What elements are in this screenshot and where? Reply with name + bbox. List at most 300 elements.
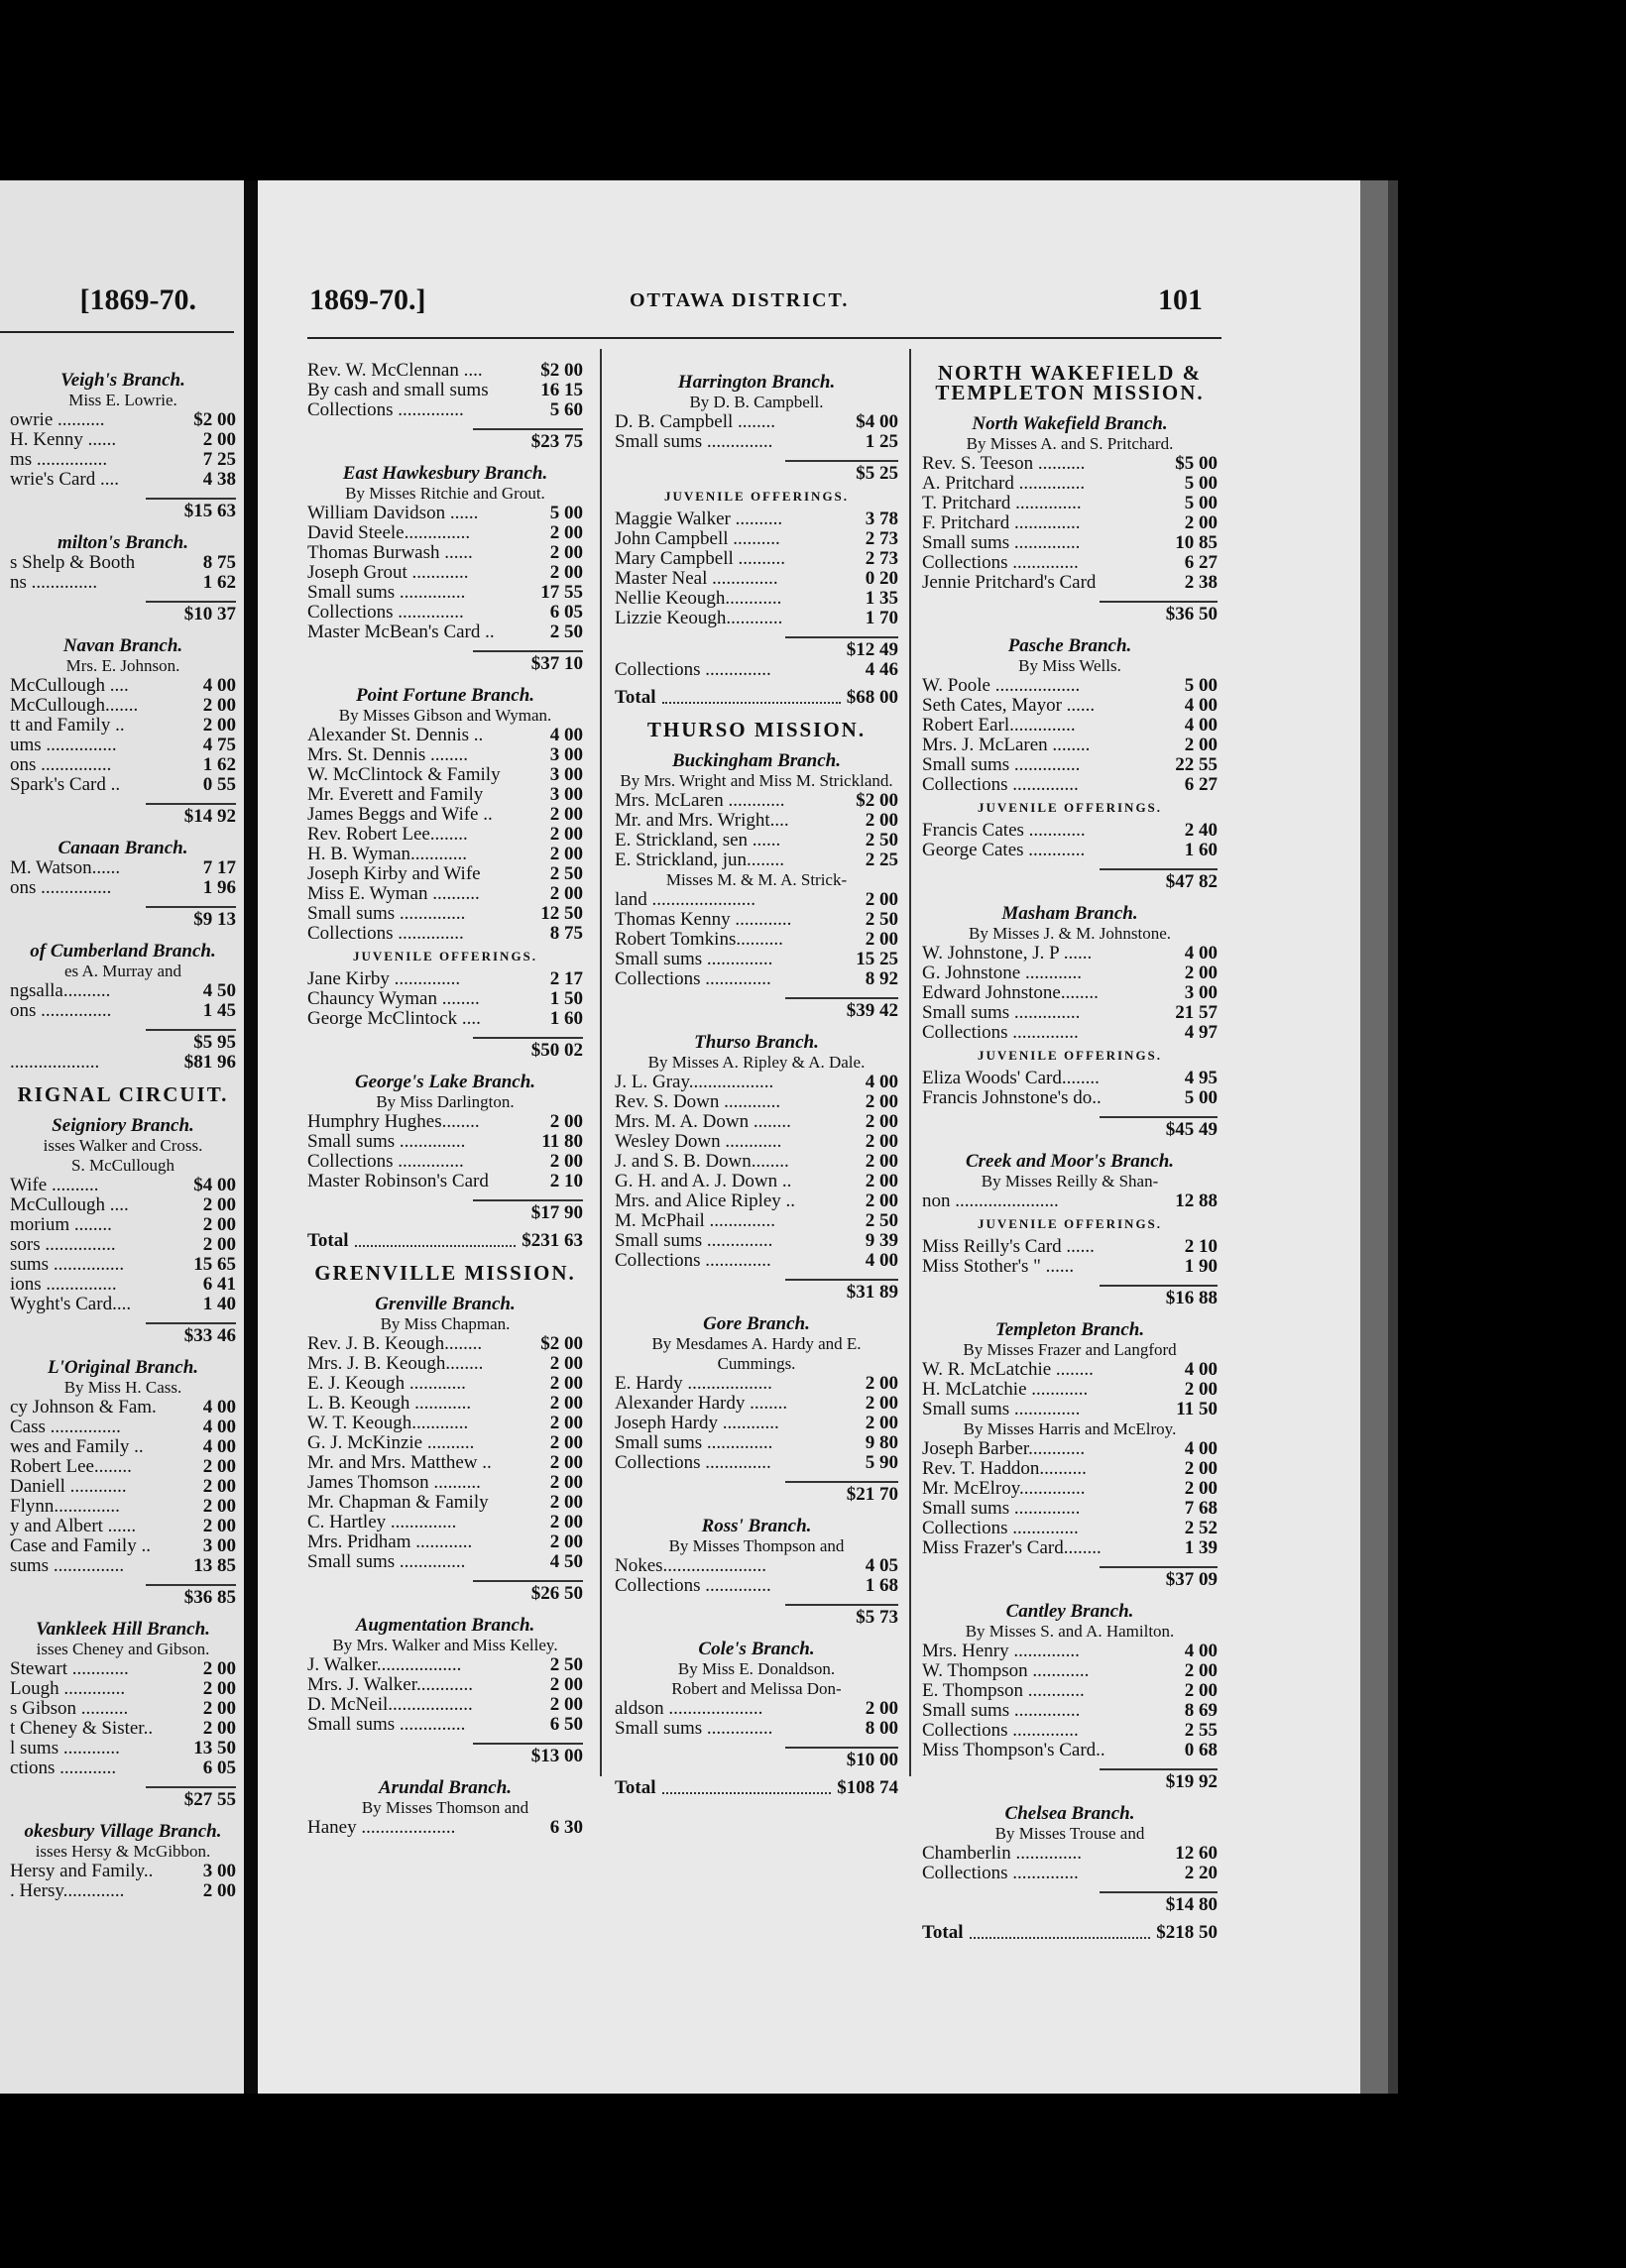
entry-name: Alexander Hardy ........ — [615, 1394, 788, 1414]
entry-row — [615, 549, 898, 569]
entry-row — [922, 1681, 1218, 1701]
entry-amount: 2 00 — [549, 1353, 583, 1374]
entry-row — [307, 825, 583, 845]
entry-amount: 2 00 — [549, 1472, 583, 1493]
subtotal-amount: $23 75 — [530, 431, 583, 452]
entry-amount: 3 00 — [202, 1861, 236, 1881]
entry-amount: 2 00 — [549, 1373, 583, 1394]
entry-name: Collections .............. — [307, 400, 464, 420]
entry-name: Haney .................... — [307, 1818, 456, 1838]
entry-amount: 2 00 — [865, 1393, 898, 1414]
entry-name: Small sums .............. — [307, 1132, 466, 1152]
entry-row — [307, 563, 583, 583]
entry-row — [307, 1172, 583, 1191]
subtotal — [473, 428, 583, 452]
entry-row — [922, 1499, 1218, 1519]
entry-name: Small sums .............. — [615, 1433, 773, 1453]
entry-row — [922, 1864, 1218, 1883]
entry-name: . Hersy............. — [10, 1881, 125, 1901]
entry-amount: 2 00 — [549, 542, 583, 563]
entry-name: Mr. Everett and Family — [307, 785, 484, 805]
entry-row — [10, 1497, 236, 1517]
entry-name: ons ............... — [10, 1001, 112, 1021]
entry-name: Edward Johnstone........ — [922, 983, 1099, 1003]
entry-row — [615, 890, 898, 910]
entry-row — [922, 1538, 1218, 1558]
entry-row — [615, 910, 898, 930]
entry-row — [615, 1231, 898, 1251]
branch-heading: Creek and Moor's Branch. — [965, 1151, 1175, 1172]
entry-row — [307, 1334, 583, 1354]
entry-amount: 4 95 — [1184, 1068, 1218, 1088]
entry-row — [922, 1479, 1218, 1499]
entry-amount: 4 00 — [1184, 1438, 1218, 1459]
entry-amount: 2 00 — [549, 1413, 583, 1433]
entry-name: ions ............... — [10, 1275, 117, 1295]
entry-name: Small sums .............. — [615, 1231, 773, 1251]
entry-name: E. Hardy .................. — [615, 1374, 772, 1394]
entry-name: W. Johnstone, J. P ...... — [922, 944, 1093, 964]
subtotal-amount: $16 88 — [1165, 1288, 1218, 1308]
entry-amount: $2 00 — [193, 409, 236, 430]
page-year: 1869-70.] — [309, 284, 426, 316]
entry-name: sors ............... — [10, 1235, 116, 1255]
main-page — [258, 180, 1360, 2094]
entry-name: Chamberlin .............. — [922, 1844, 1082, 1864]
entry-amount: 2 00 — [549, 1393, 583, 1414]
branch-heading: Pasche Branch. — [1007, 635, 1132, 656]
entry-name: Miss Thompson's Card.. — [922, 1741, 1105, 1760]
total-amount: $218 50 — [1156, 1922, 1218, 1943]
entry-row — [922, 755, 1218, 775]
entry-name: L. B. Keough ............ — [307, 1394, 472, 1414]
subtotal — [1100, 601, 1218, 624]
branch-heading: Arundal Branch. — [378, 1777, 513, 1798]
entry-name: J. Walker.................. — [307, 1655, 462, 1675]
entry-amount: 4 75 — [202, 735, 236, 755]
entry-name: McCullough .... — [10, 676, 129, 696]
total-label: Total — [922, 1922, 964, 1943]
entry-row — [615, 791, 898, 811]
entry-name: l sums ............ — [10, 1739, 120, 1758]
mission-heading: THURSO MISSION. — [646, 718, 867, 741]
entry-amount: 4 00 — [1184, 715, 1218, 736]
entry-amount: 8 75 — [202, 552, 236, 573]
entry-amount: 2 00 — [549, 844, 583, 864]
entry-row — [10, 1418, 236, 1437]
entry-amount: 2 00 — [865, 1373, 898, 1394]
collector-line: By Misses Thomson and — [361, 1798, 529, 1817]
total-amount: $68 00 — [846, 687, 898, 708]
entry-row — [922, 1380, 1218, 1400]
entry-row — [10, 1457, 236, 1477]
entry-name: Mary Campbell .......... — [615, 549, 786, 569]
entry-row — [615, 609, 898, 628]
entry-row — [10, 1215, 236, 1235]
collector-line: By Misses Frazer and Langford — [963, 1340, 1177, 1359]
entry-amount: 2 73 — [865, 528, 898, 549]
entry-name: E. Thompson ............ — [922, 1681, 1085, 1701]
entry-amount: 12 88 — [1175, 1191, 1218, 1211]
entry-row — [307, 1655, 583, 1675]
entry-row — [10, 775, 236, 795]
branch-heading: milton's Branch. — [58, 532, 188, 553]
entry-name: Collections .............. — [615, 1576, 771, 1596]
entry-name: Mrs. St. Dennis ........ — [307, 745, 469, 765]
entry-name: Cass ............... — [10, 1418, 121, 1437]
entry-name: Collections .............. — [615, 1251, 771, 1271]
entry-name: ons ............... — [10, 755, 112, 775]
entry-amount: 6 05 — [202, 1758, 236, 1778]
entry-row — [615, 589, 898, 609]
entry-amount: 2 10 — [549, 1171, 583, 1191]
entry-amount: 6 27 — [1184, 552, 1218, 573]
subtotal-amount: $15 63 — [183, 501, 236, 521]
entry-name: George McClintock .... — [307, 1009, 481, 1029]
entry-amount: 2 00 — [549, 804, 583, 825]
entry-name: Collections .............. — [615, 1453, 771, 1473]
entry-name: Joseph Barber............ — [922, 1439, 1086, 1459]
entry-amount: 1 96 — [202, 877, 236, 898]
entry-amount: 22 55 — [1175, 754, 1218, 775]
entry-row — [10, 858, 236, 878]
entry-amount: 2 00 — [549, 1531, 583, 1552]
branch-heading: Masham Branch. — [1001, 903, 1138, 924]
entry-amount: 1 45 — [202, 1000, 236, 1021]
entry-amount: 2 00 — [865, 1091, 898, 1112]
entry-name: Rev. S. Down ............ — [615, 1092, 781, 1112]
entry-name: Collections .............. — [615, 660, 771, 680]
entry-amount: 2 00 — [202, 1194, 236, 1215]
entry-amount: 4 46 — [865, 659, 898, 680]
entry-row — [615, 1453, 898, 1473]
entry-row — [307, 1513, 583, 1532]
entry-row — [615, 1073, 898, 1092]
entry-row — [307, 504, 583, 523]
entry-row — [922, 775, 1218, 795]
mission-heading: NORTH WAKEFIELD & TEMPLETON MISSION. — [935, 361, 1205, 404]
subtotal-amount: $19 92 — [1165, 1771, 1218, 1792]
entry-name: Small sums .............. — [307, 904, 466, 924]
entry-amount: 3 00 — [549, 744, 583, 765]
entry-name: Lizzie Keough............ — [615, 609, 783, 628]
entry-amount: 2 00 — [549, 1694, 583, 1715]
entry-name: Joseph Grout ............ — [307, 563, 469, 583]
entry-row — [307, 400, 583, 420]
entry-name: ngsalla.......... — [10, 981, 111, 1001]
entry-name: D. McNeil.................. — [307, 1695, 473, 1715]
entry-row — [307, 603, 583, 623]
entry-name: Small sums .............. — [307, 583, 466, 603]
entry-amount: 5 90 — [865, 1452, 898, 1473]
branch-heading: of Cumberland Branch. — [30, 941, 216, 962]
entry-row — [10, 736, 236, 755]
entry-row — [615, 1374, 898, 1394]
entry-amount: $4 00 — [856, 411, 898, 432]
collector-line: isses Hersy & McGibbon. — [35, 1842, 211, 1861]
entry-amount: 2 00 — [1184, 512, 1218, 533]
page-number: 101 — [1158, 284, 1203, 316]
entry-amount: 3 78 — [865, 509, 898, 529]
page-edge-shadow — [1388, 180, 1398, 2094]
entry-name: Joseph Hardy ............ — [615, 1414, 779, 1433]
entry-amount: 2 00 — [1184, 1458, 1218, 1479]
entry-amount: 7 68 — [1184, 1498, 1218, 1519]
entry-amount: 2 00 — [1184, 1660, 1218, 1681]
entry-amount: 5 00 — [1184, 473, 1218, 494]
entry-row — [307, 1675, 583, 1695]
subtotal — [1100, 1768, 1218, 1792]
entry-row — [307, 1414, 583, 1433]
total-label: Total — [615, 1777, 656, 1798]
branch-heading: Cole's Branch. — [698, 1639, 815, 1659]
entry-name: G. J. McKinzie .......... — [307, 1433, 475, 1453]
entry-amount: 1 68 — [865, 1575, 898, 1596]
entry-amount: 4 00 — [202, 1436, 236, 1457]
entry-amount: 9 80 — [865, 1432, 898, 1453]
entry-amount: 2 50 — [549, 863, 583, 884]
subtotal-amount: $14 80 — [1165, 1894, 1218, 1915]
entry-name: A. Pritchard .............. — [922, 474, 1086, 494]
entry-row — [922, 1459, 1218, 1479]
page-edge — [1360, 180, 1388, 2094]
subtotal-amount: $26 50 — [530, 1583, 583, 1604]
entry-row — [615, 1394, 898, 1414]
entry-name: Collections .............. — [307, 1152, 464, 1172]
entry-name: wrie's Card .... — [10, 470, 120, 490]
entry-name: C. Hartley .............. — [307, 1513, 457, 1532]
entry-amount: 2 50 — [865, 830, 898, 850]
entry-amount: 5 00 — [549, 503, 583, 523]
collector-line: By Misses S. and A. Hamilton. — [965, 1622, 1175, 1641]
total-line — [615, 688, 898, 708]
entry-amount: 15 65 — [193, 1254, 236, 1275]
entry-name: Robert Earl.............. — [922, 716, 1076, 736]
entry-name: Small sums .............. — [615, 432, 773, 452]
facing-page-fragment — [0, 180, 244, 2094]
entry-amount: 2 00 — [549, 824, 583, 845]
entry-row — [922, 1360, 1218, 1380]
entry-amount: 6 30 — [549, 1817, 583, 1838]
entry-name: Joseph Kirby and Wife — [307, 864, 481, 884]
entry-row — [10, 1719, 236, 1739]
branch-heading: L'Original Branch. — [47, 1357, 199, 1378]
entry-name: Mr. McElroy.............. — [922, 1479, 1086, 1499]
entry-amount: 2 00 — [865, 1151, 898, 1172]
subtotal-amount: $45 49 — [1165, 1119, 1218, 1140]
column-2 — [615, 361, 898, 1798]
entry-row — [10, 1235, 236, 1255]
entry-name: Miss Reilly's Card ...... — [922, 1237, 1095, 1257]
subtotal — [473, 1037, 583, 1061]
entry-amount: 2 00 — [1184, 1478, 1218, 1499]
branch-heading: Templeton Branch. — [994, 1319, 1145, 1340]
entry-amount: 2 00 — [202, 1476, 236, 1497]
juvenile-offerings-heading: JUVENILE OFFERINGS. — [977, 1048, 1163, 1063]
collector-line: By Misses Reilly & Shan- — [981, 1172, 1159, 1191]
entry-row — [307, 989, 583, 1009]
entry-row — [10, 1053, 236, 1073]
entry-amount: 13 50 — [193, 1738, 236, 1758]
entry-row — [922, 1069, 1218, 1088]
entry-amount: 5 00 — [1184, 1087, 1218, 1108]
entry-row — [922, 1844, 1218, 1864]
entry-row — [307, 1394, 583, 1414]
subtotal-amount: $5 25 — [856, 463, 898, 484]
branch-heading: East Hawkesbury Branch. — [342, 463, 548, 484]
column-divider-1 — [600, 349, 602, 1776]
entry-row — [922, 983, 1218, 1003]
entry-amount: 2 00 — [202, 1214, 236, 1235]
entry-row — [922, 1237, 1218, 1257]
entry-row — [307, 1433, 583, 1453]
entry-row — [10, 1398, 236, 1418]
entry-row — [922, 1661, 1218, 1681]
entry-amount: 4 05 — [865, 1555, 898, 1576]
entry-row — [10, 1556, 236, 1576]
entry-name: morium ........ — [10, 1215, 112, 1235]
entry-name: land ...................... — [615, 890, 755, 910]
entry-name: tt and Family .. — [10, 716, 125, 736]
entry-amount: 2 25 — [865, 850, 898, 870]
subtotal — [146, 906, 236, 930]
entry-row — [307, 1152, 583, 1172]
entry-name: ctions ............ — [10, 1758, 117, 1778]
entry-row — [10, 553, 236, 573]
entry-amount: 2 40 — [1184, 820, 1218, 841]
entry-name: H. McLatchie ............ — [922, 1380, 1089, 1400]
entry-name: Miss Stother's " ...... — [922, 1257, 1075, 1277]
entry-amount: 4 00 — [1184, 943, 1218, 964]
collector-line: By Miss Chapman. — [380, 1314, 511, 1333]
entry-amount: 2 73 — [865, 548, 898, 569]
entry-row — [307, 864, 583, 884]
entry-row — [307, 745, 583, 765]
entry-amount: 2 00 — [1184, 735, 1218, 755]
entry-name: Thomas Burwash ...... — [307, 543, 473, 563]
entry-amount: 0 68 — [1184, 1740, 1218, 1760]
dot-leader — [355, 1231, 517, 1247]
entry-row — [10, 1881, 236, 1901]
entry-name: J. and S. B. Down........ — [615, 1152, 789, 1172]
branch-heading: Harrington Branch. — [677, 372, 836, 393]
branch-heading: Augmentation Branch. — [355, 1615, 535, 1636]
entry-row — [922, 573, 1218, 593]
subtotal — [785, 1481, 898, 1505]
subtotal — [785, 1604, 898, 1628]
subtotal-amount: $21 70 — [846, 1484, 898, 1505]
juvenile-offerings-heading: JUVENILE OFFERINGS. — [352, 949, 538, 964]
entry-amount: 4 97 — [1184, 1022, 1218, 1043]
entry-name: Small sums .............. — [615, 950, 773, 969]
entry-row — [307, 1354, 583, 1374]
entry-amount: 1 60 — [1184, 840, 1218, 860]
entry-amount: 6 41 — [202, 1274, 236, 1295]
entry-amount: 5 00 — [1184, 675, 1218, 696]
entry-row — [922, 964, 1218, 983]
entry-amount: 4 00 — [202, 1417, 236, 1437]
entry-name: W. Poole .................. — [922, 676, 1081, 696]
entry-row — [307, 1009, 583, 1029]
subtotal — [473, 1580, 583, 1604]
entry-name: Collections .............. — [615, 969, 771, 989]
column-1 — [307, 361, 583, 1838]
entry-amount: 2 00 — [202, 1496, 236, 1517]
entry-row — [10, 573, 236, 593]
entry-name: Small sums .............. — [307, 1715, 466, 1735]
entry-row — [922, 1191, 1218, 1211]
entry-name: Small sums .............. — [922, 755, 1081, 775]
entry-name: aldson .................... — [615, 1699, 763, 1719]
entry-amount: 4 50 — [549, 1551, 583, 1572]
entry-amount: 2 00 — [865, 1698, 898, 1719]
entry-name: Collections .............. — [922, 1721, 1079, 1741]
entry-row — [10, 1739, 236, 1758]
entry-amount: 2 00 — [202, 1698, 236, 1719]
entry-name: owrie .......... — [10, 410, 105, 430]
entry-name: Mrs. J. Walker............ — [307, 1675, 474, 1695]
entry-row — [922, 513, 1218, 533]
entry-amount: 4 00 — [202, 675, 236, 696]
collector-line: By Miss Darlington. — [376, 1092, 515, 1111]
entry-amount: 2 00 — [202, 1678, 236, 1699]
entry-row — [307, 884, 583, 904]
entry-name: T. Pritchard .............. — [922, 494, 1082, 513]
entry-amount: 7 25 — [202, 449, 236, 470]
entry-amount: 2 00 — [202, 1718, 236, 1739]
entry-amount: 4 50 — [202, 980, 236, 1001]
entry-amount: 2 50 — [865, 1210, 898, 1231]
entry-name: McCullough....... — [10, 696, 139, 716]
subtotal — [785, 460, 898, 484]
entry-amount: 6 27 — [1184, 774, 1218, 795]
entry-amount: 4 00 — [1184, 695, 1218, 716]
entry-amount: 5 00 — [1184, 493, 1218, 513]
collector-line: By Miss E. Donaldson. — [677, 1659, 836, 1678]
entry-name: Wyght's Card.... — [10, 1295, 132, 1314]
entry-amount: 2 00 — [549, 522, 583, 543]
entry-amount: 10 85 — [1175, 532, 1218, 553]
entry-amount: 2 00 — [1184, 963, 1218, 983]
entry-amount: 2 52 — [1184, 1518, 1218, 1538]
entry-row — [922, 553, 1218, 573]
entry-amount: 2 00 — [549, 1452, 583, 1473]
entry-name: Mrs. and Alice Ripley .. — [615, 1191, 796, 1211]
subtotal — [1100, 1285, 1218, 1308]
entry-name: M. McPhail .............. — [615, 1211, 776, 1231]
entry-row — [922, 1519, 1218, 1538]
juvenile-offerings-heading: JUVENILE OFFERINGS. — [977, 800, 1163, 815]
entry-row — [307, 1715, 583, 1735]
subtotal — [1100, 1116, 1218, 1140]
collector-line: isses Walker and Cross. — [43, 1136, 203, 1155]
entry-name: Rev. J. B. Keough........ — [307, 1334, 483, 1354]
entry-amount: 2 20 — [1184, 1863, 1218, 1883]
entry-row — [10, 1758, 236, 1778]
entry-row — [307, 1132, 583, 1152]
entry-amount: 1 40 — [202, 1294, 236, 1314]
entry-row — [10, 1862, 236, 1881]
collector-line: By Misses Trouse and — [994, 1824, 1145, 1843]
entry-name: Miss E. Wyman .......... — [307, 884, 480, 904]
subtotal — [146, 601, 236, 624]
entry-name: Stewart ............ — [10, 1659, 129, 1679]
collector-line: Mrs. E. Johnson. — [65, 656, 180, 675]
entry-row — [307, 1552, 583, 1572]
entry-row — [307, 1112, 583, 1132]
entry-name: James Beggs and Wife .. — [307, 805, 493, 825]
entry-amount: 4 00 — [1184, 1641, 1218, 1661]
